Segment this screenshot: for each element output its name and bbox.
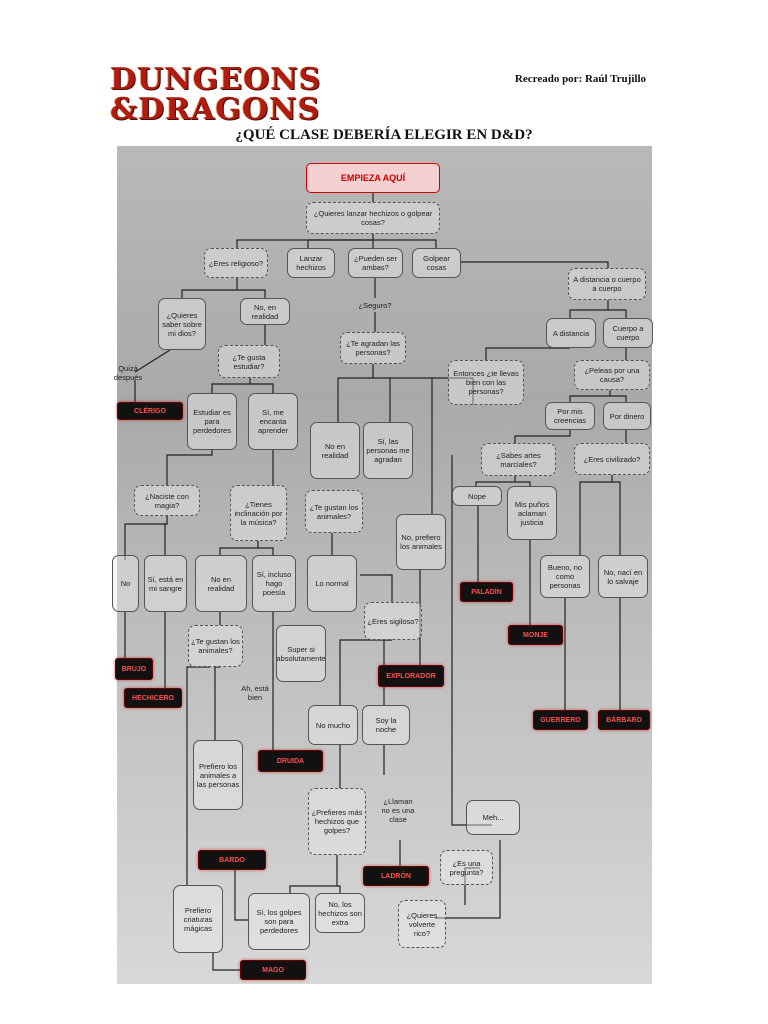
- answer-no: No: [112, 555, 139, 612]
- question-peleas-por-causa: ¿Peleas por una causa?: [574, 360, 650, 390]
- answer-no-en-realidad-1: No, en realidad: [240, 298, 290, 325]
- result-barbaro: BÁRBARO: [598, 710, 650, 730]
- answer-estudiar-perdedores: Estudiar es para perdedores: [187, 393, 237, 450]
- result-hechicero: HECHICERO: [124, 688, 182, 708]
- question-eres-religioso: ¿Eres religioso?: [204, 248, 268, 278]
- answer-si-me-encanta-aprender: Sí, me encanta aprender: [248, 393, 298, 450]
- result-paladin: PALADÍN: [460, 582, 513, 602]
- answer-por-mis-creencias: Por mis creencias: [545, 402, 595, 430]
- result-druida: DRUIDA: [258, 750, 323, 772]
- answer-golpear-cosas: Golpear cosas: [412, 248, 461, 278]
- answer-si-personas-agradan: Sí, las personas me agradan: [363, 422, 413, 479]
- answer-llaman-no-es-clase: ¿Llaman no es una clase: [381, 796, 415, 824]
- question-quieres-volverte-rico: ¿Quieres volverte rico?: [398, 900, 446, 948]
- question-llevas-bien-personas: Entonces ¿te llevas bien con las personas?: [448, 360, 524, 405]
- question-distancia-o-cuerpo: A distancia o cuerpo a cuerpo: [568, 268, 646, 300]
- start-node: EMPIEZA AQUÍ: [306, 163, 440, 193]
- question-eres-sigiloso: ¿Eres sigiloso?: [364, 602, 422, 640]
- question-sabes-artes-marciales: ¿Sabes artes marciales?: [481, 443, 556, 476]
- answer-cuerpo-a-cuerpo: Cuerpo a cuerpo: [603, 318, 653, 348]
- answer-si-golpes-perdedores: Sí, los golpes son para perdedores: [248, 893, 310, 950]
- logo-line-1: DUNGEONS: [110, 62, 322, 97]
- page-title: ¿QUÉ CLASE DEBERÍA ELEGIR EN D&D?: [235, 127, 533, 143]
- answer-mis-punos: Mis puños aclaman justicia: [507, 486, 557, 540]
- answer-prefiero-criaturas-magicas: Prefiero criaturas mágicas: [173, 885, 223, 953]
- result-mago: MAGO: [240, 960, 306, 980]
- question-eres-civilizado: ¿Eres civilizado?: [574, 443, 650, 475]
- result-explorador: EXPLORADOR: [378, 665, 444, 687]
- result-bardo: BARDO: [198, 850, 266, 870]
- question-es-una-pregunta: ¿Es una pregunta?: [440, 850, 493, 885]
- question-agradan-personas: ¿Te agradan las personas?: [340, 332, 406, 364]
- result-guerrero: GUERRERO: [533, 710, 588, 730]
- answer-nope: Nope: [452, 486, 502, 506]
- question-lanzar-o-golpear: ¿Quieres lanzar hechizos o golpear cosas?: [306, 202, 440, 234]
- question-prefieres-hechizos-golpes: ¿Prefieres más hechizos que golpes?: [308, 788, 366, 855]
- question-naciste-con-magia: ¿Naciste con magia?: [134, 485, 200, 516]
- answer-por-dinero: Por dinero: [603, 402, 651, 430]
- credit-text: Recreado por: Raúl Trujillo: [514, 73, 646, 85]
- question-inclinacion-musica: ¿Tienes inclinación por la música?: [230, 485, 287, 541]
- question-quieres-saber-dios: ¿Quieres saber sobre mi dios?: [158, 298, 206, 350]
- result-clerigo: CLÉRIGO: [117, 402, 183, 420]
- answer-no-prefiero-animales: No, prefiero los animales: [396, 514, 446, 570]
- answer-no-hechizos-extra: No, los hechizos son extra: [315, 893, 365, 933]
- logo-line-2: &DRAGONS: [110, 92, 321, 127]
- result-brujo: BRUJO: [115, 658, 153, 680]
- answer-no-naci-en-lo-salvaje: No, nací en lo salvaje: [598, 555, 648, 598]
- answer-super-absolutamente: Super si absolutamente: [276, 625, 326, 682]
- answer-prefiero-animales-personas: Prefiero los animales a las personas: [193, 740, 243, 810]
- answer-lo-normal: Lo normal: [307, 555, 357, 612]
- answer-soy-la-noche: Soy la noche: [362, 705, 410, 745]
- question-seguro: ¿Seguro?: [358, 300, 392, 310]
- answer-no-mucho: No mucho: [308, 705, 358, 745]
- question-te-gusta-estudiar: ¿Te gusta estudiar?: [218, 345, 280, 378]
- answer-meh: Meh...: [466, 800, 520, 835]
- question-gustan-animales-2: ¿Te gustan los animales?: [188, 625, 243, 667]
- answer-ah-esta-bien: Ah, está bien: [241, 684, 269, 702]
- answer-si-esta-en-mi-sangre: Sí, está en mi sangre: [144, 555, 187, 612]
- result-monje: MONJE: [508, 625, 563, 645]
- answer-no-en-realidad-3: No en realidad: [195, 555, 247, 612]
- result-ladron: LADRÓN: [363, 866, 429, 886]
- answer-si-incluso-hago-poesia: Sí, incluso hago poesía: [252, 555, 296, 612]
- answer-bueno-no-como-personas: Bueno, no como personas: [540, 555, 590, 598]
- answer-quiza-despues: Quizá después: [113, 364, 143, 382]
- question-gustan-animales-1: ¿Te gustan los animales?: [305, 490, 363, 533]
- answer-a-distancia: A distancia: [546, 318, 596, 348]
- question-pueden-ser-ambas: ¿Pueden ser ambas?: [348, 248, 403, 278]
- answer-lanzar-hechizos: Lanzar hechizos: [287, 248, 335, 278]
- answer-no-en-realidad-2: No en realidad: [310, 422, 360, 479]
